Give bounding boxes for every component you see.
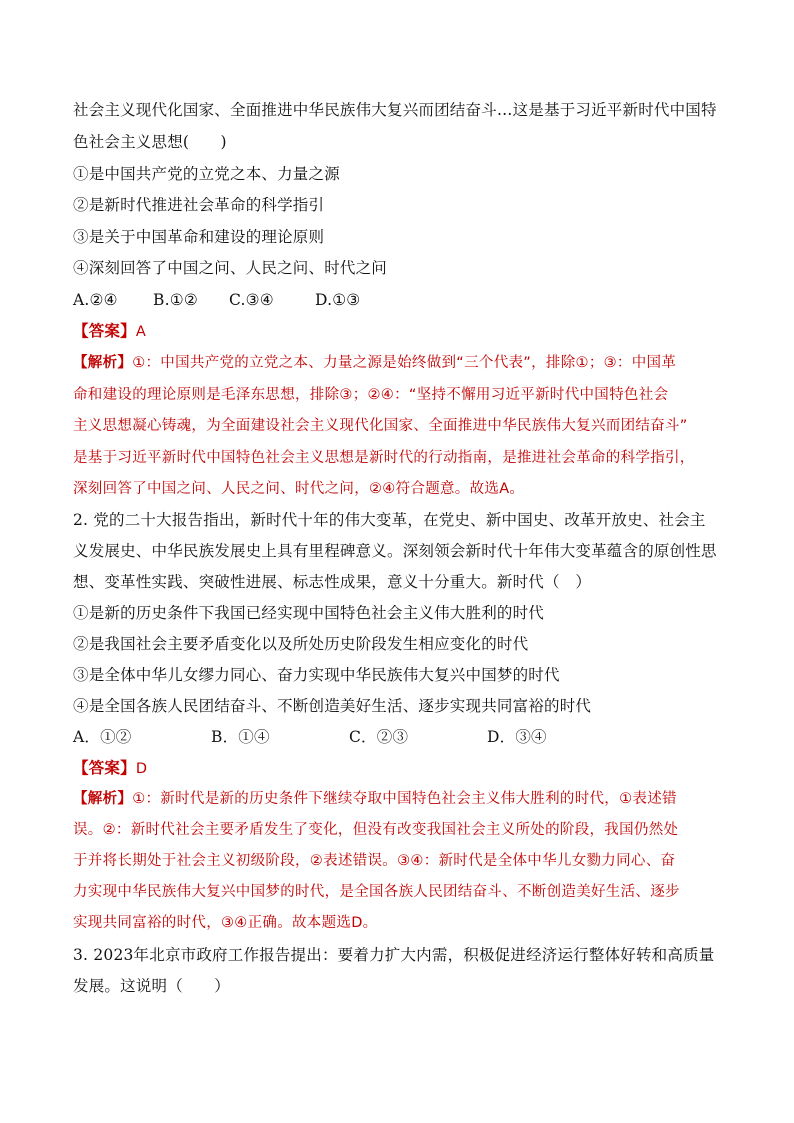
q1-option-c: C.③④ xyxy=(229,291,274,309)
q2-option-a: A．①② xyxy=(73,728,132,746)
q1-analysis-line-2: 命和建设的理论原则是毛泽东思想，排除③；②④：“坚持不懈用习近平新时代中国特色社会 xyxy=(73,387,669,403)
q2-option-b: B．①④ xyxy=(211,728,270,746)
q3-stem-line-1: 3. 2023年北京市政府工作报告提出：要着力扩大内需，积极促进经济运行整体好转和高质量 xyxy=(73,946,715,964)
q1-item-4: ④深刻回答了中国之问、人民之问、时代之问 xyxy=(73,259,388,277)
q2-analysis-line-2: 误。②：新时代社会主要矛盾发生了变化，但没有改变我国社会主义所处的阶段，我国仍然处 xyxy=(73,822,679,838)
q1-answer-tag: 【答案】 xyxy=(73,322,136,340)
q1-analysis-line-4: 是基于习近平新时代中国特色社会主义思想是新时代的行动指南，是推进社会革命的科学指引， xyxy=(73,450,695,466)
q2-item-3: ③是全体中华儿女缪力同心、奋力实现中华民族伟大复兴中国梦的时代 xyxy=(73,666,560,684)
q1-analysis-line-5: 深刻回答了中国之问、人民之问、时代之问，②④符合题意。故选A。 xyxy=(73,481,525,497)
q1-option-d: D.①③ xyxy=(315,291,361,309)
q2-options xyxy=(73,727,547,747)
q1-analysis-text-1: ①：中国共产党的立党之本、力量之源是始终做到“三个代表”，排除①；③：中国革 xyxy=(132,355,677,371)
q2-analysis-line-3: 于并将长期处于社会主义初级阶段，②表述错误。③④：新时代是全体中华儿女勠力同心、奋 xyxy=(73,853,676,869)
q1-analysis-line-1 xyxy=(73,353,676,373)
q1-stem-line-2: 色社会主义思想( ) xyxy=(73,133,227,151)
q1-stem-line-1: 社会主义现代化国家、全面推进中华民族伟大复兴而团结奋斗…这是基于习近平新时代中国特 xyxy=(73,101,717,119)
q2-analysis-text-1: ①：新时代是新的历史条件下继续夺取中国特色社会主义伟大胜利的时代，①表述错 xyxy=(132,791,677,807)
q2-option-c: C．②③ xyxy=(349,728,409,746)
q1-item-2: ②是新时代推进社会革命的科学指引 xyxy=(73,196,325,214)
q1-item-3: ③是关于中国革命和建设的理论原则 xyxy=(73,228,325,246)
q1-item-1: ①是中国共产党的立党之本、力量之源 xyxy=(73,165,340,183)
q2-analysis-line-5: 实现共同富裕的时代，③④正确。故本题选D。 xyxy=(73,915,378,931)
q1-options xyxy=(73,290,360,310)
q2-analysis-line-1 xyxy=(73,789,677,809)
q2-stem-line-3: 想、变革性实践、突破性进展、标志性成果，意义十分重大。新时代（ ） xyxy=(73,573,592,591)
q1-option-a: A.②④ xyxy=(73,291,118,309)
q2-analysis-tag: 【解析】 xyxy=(73,791,133,807)
q2-item-2: ②是我国社会主要矛盾变化以及所处历史阶段发生相应变化的时代 xyxy=(73,635,529,653)
q2-answer-value: D xyxy=(135,761,148,777)
q2-answer xyxy=(73,758,147,779)
q2-stem-line-1: 2. 党的二十大报告指出，新时代十年的伟大变革，在党史、新中国史、改革开放史、社会主 xyxy=(73,511,706,529)
q1-analysis-line-3: 主义思想凝心铸魂，为全面建设社会主义现代化国家、全面推进中华民族伟大复兴而团结奋斗” xyxy=(73,418,688,434)
q2-answer-tag: 【答案】 xyxy=(73,759,136,777)
q2-item-4: ④是全国各族人民团结奋斗、不断创造美好生活、逐步实现共同富裕的时代 xyxy=(73,697,592,715)
q3-stem-line-2: 发展。这说明（ ） xyxy=(73,977,231,995)
q1-analysis-tag: 【解析】 xyxy=(73,355,133,371)
q1-answer-value: A xyxy=(135,324,147,340)
q2-stem-line-2: 义发展史、中华民族发展史上具有里程碑意义。深刻领会新时代十年伟大变革蕴含的原创性思 xyxy=(73,542,717,560)
q2-item-1: ①是新的历史条件下我国已经实现中国特色社会主义伟大胜利的时代 xyxy=(73,604,545,622)
q2-option-d: D．③④ xyxy=(487,728,547,746)
q1-answer xyxy=(73,321,146,342)
q1-option-b: B.①② xyxy=(153,291,198,309)
q2-analysis-line-4: 力实现中华民族伟大复兴中国梦的时代，是全国各族人民团结奋斗、不断创造美好生活、逐步 xyxy=(73,884,680,900)
